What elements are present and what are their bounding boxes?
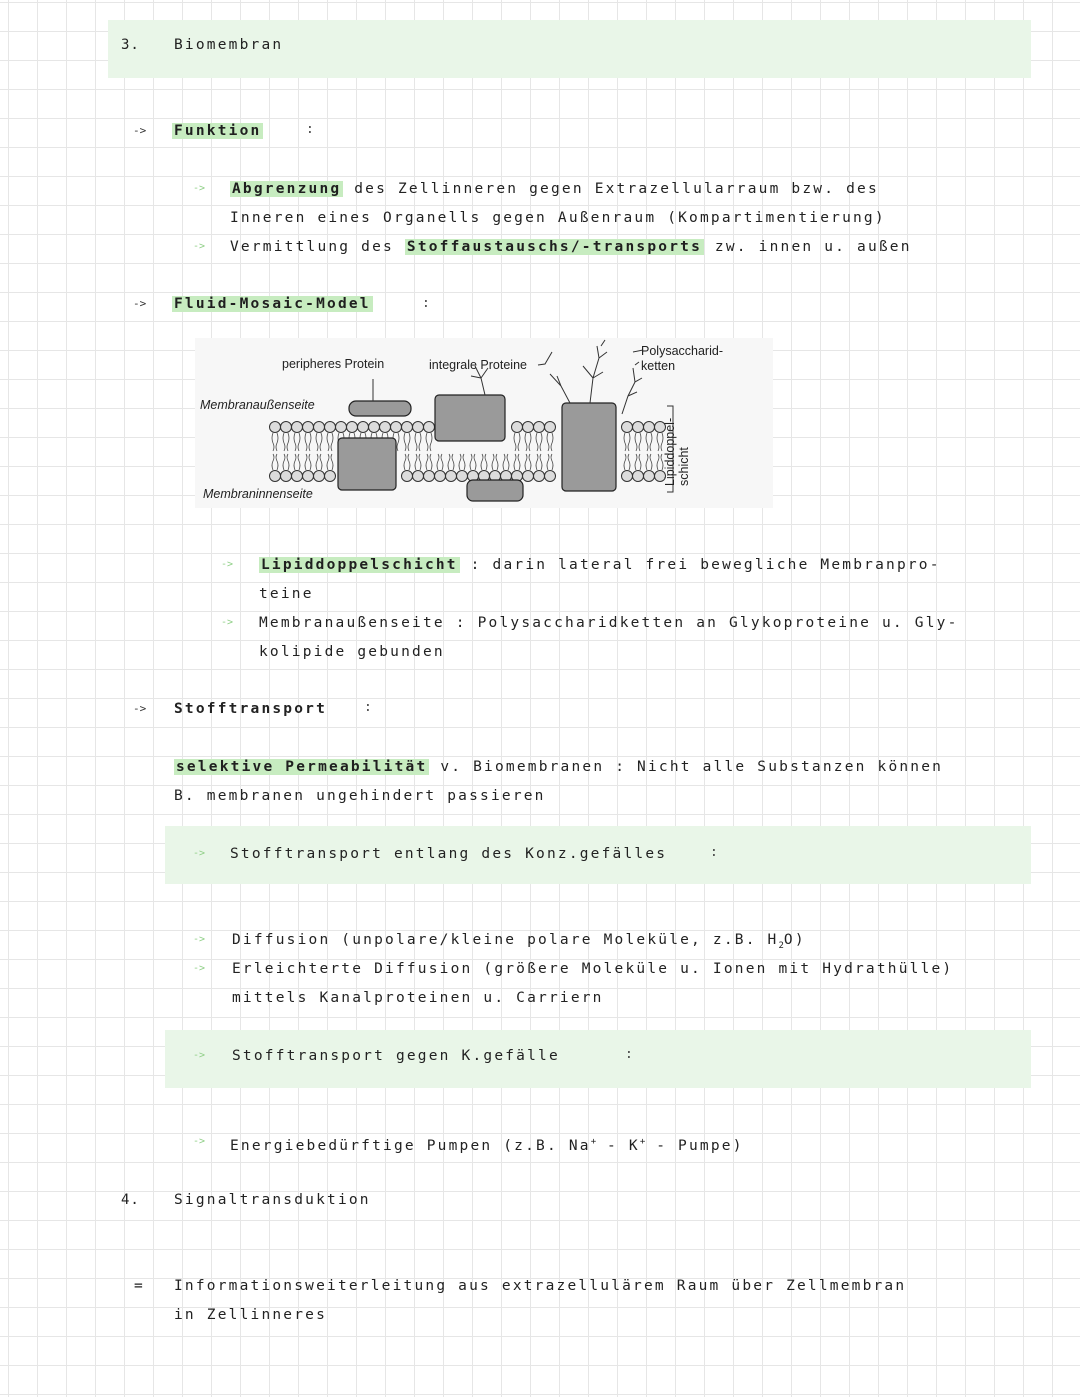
fmm-b2-line2: kolipide gebunden [259, 644, 445, 660]
fmm-b2-arrow: -> [221, 617, 234, 628]
fmm-b1-arrow: -> [221, 559, 234, 570]
label-membrane-inner: Membraninnenseite [203, 487, 313, 501]
membrane-figure [195, 338, 773, 508]
fmm-label: Fluid-Mosaic-Model [174, 296, 371, 312]
funktion-b2-line: Vermittlung des Stoffaustauschs/-transports zw. innen u. außen [230, 239, 912, 255]
diffusion-text: Diffusion (unpolare/kleine polare Moleküle, z.B. $H_2O$) [232, 932, 806, 951]
section-4-number: 4. [121, 1192, 140, 1208]
diffusion-arrow: -> [193, 934, 206, 945]
transport-label: Stofftransport [174, 701, 328, 717]
against-arrow: -> [193, 1050, 206, 1061]
label-integral-proteins: integrale Proteine [429, 358, 527, 372]
signal-line2: in Zellinneres [174, 1307, 328, 1323]
permeability-line1: selektive Permeabilität v. Biomembranen : Nicht alle Substanzen können [176, 759, 944, 775]
label-membrane-outer: Membranaußenseite [200, 398, 315, 412]
transport-arrow: -> [133, 702, 147, 715]
along-colon: : [710, 845, 718, 860]
facilitated-line2: mittels Kanalproteinen u. Carriern [232, 990, 604, 1006]
peripheral-protein-top [349, 401, 411, 416]
integral-protein-1 [338, 438, 396, 490]
integral-pointer-line [538, 352, 552, 365]
integral-protein-2 [435, 395, 505, 441]
fmm-b1-line2: teine [259, 586, 314, 602]
funktion-b2-arrow: -> [193, 241, 206, 252]
label-polysaccharide-2: ketten [641, 359, 676, 373]
label-polysaccharide-1: Polysaccharid- [641, 344, 723, 358]
pumps-arrow: -> [193, 1136, 206, 1147]
along-arrow: -> [193, 848, 206, 859]
section-3-title: Biomembran [174, 37, 284, 53]
pumps-text: Energiebedürftige Pumpen (z.B. Na+ - K+ - Pumpe) [230, 1137, 744, 1154]
against-colon: : [625, 1047, 633, 1062]
fmm-arrow: -> [133, 297, 147, 310]
fmm-b1-line1: Lipiddoppelschicht : darin lateral frei bewegliche Membranpro- [261, 557, 941, 573]
permeability-line2: B. membranen ungehindert passieren [174, 788, 546, 804]
funktion-arrow: -> [133, 124, 147, 137]
label-bilayer: Lipiddoppel- schicht [663, 417, 691, 486]
funktion-colon: : [306, 122, 314, 137]
along-text: Stofftransport entlang des Konz.gefälles [230, 846, 668, 862]
facilitated-line1: Erleichterte Diffusion (größere Moleküle u. Ionen mit Hydrathülle) [232, 961, 954, 977]
peripheral-protein-bottom [467, 480, 523, 501]
section-3-number: 3. [121, 37, 140, 53]
transport-colon: : [364, 700, 372, 715]
funktion-b1-arrow: -> [193, 183, 206, 194]
signal-line1: Informationsweiterleitung aus extrazellulärem Raum über Zellmembran [174, 1278, 907, 1294]
integral-protein-3 [562, 403, 616, 491]
label-peripheral-protein: peripheres Protein [282, 357, 385, 371]
facilitated-arrow: -> [193, 963, 206, 974]
fmm-colon: : [422, 296, 430, 311]
section-4-title: Signaltransduktion [174, 1192, 371, 1208]
signal-eq: = [134, 1278, 145, 1294]
funktion-b1-line2: Inneren eines Organells gegen Außenraum (Kompartimentierung) [230, 210, 886, 226]
funktion-label: Funktion [174, 123, 262, 139]
fmm-b2-line1: Membranaußenseite : Polysaccharidketten an Glykoproteine u. Gly- [259, 615, 959, 631]
funktion-b1-line1: Abgrenzung des Zellinneren gegen Extrazellularraum bzw. des [232, 181, 879, 197]
against-text: Stofftransport gegen K.gefälle [232, 1048, 560, 1064]
